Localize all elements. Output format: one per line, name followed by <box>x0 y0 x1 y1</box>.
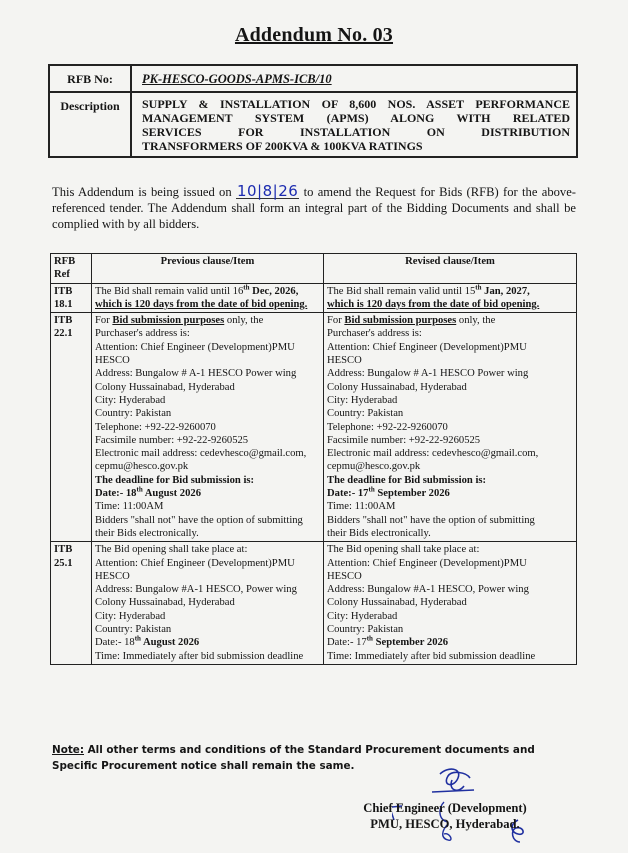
text: which is 120 days from the date of bid opening. <box>95 298 308 310</box>
description-line: SUPPLY & INSTALLATION OF 8,600 NOS. ASSET PERFORMANCE <box>142 97 570 111</box>
text: Date:- 18 <box>95 488 137 500</box>
text: Address: Bungalow # A-1 HESCO Power wing <box>327 368 529 380</box>
text: Country: Pakistan <box>95 624 172 636</box>
text: Facsimile number: +92-22-9260525 <box>95 434 249 446</box>
text: Time: 11:00AM <box>95 501 164 513</box>
text: Electronic mail address: cedevhesco@gmail.com, <box>95 448 307 460</box>
signatory-title: Chief Engineer (Development) <box>363 801 527 815</box>
text: For <box>327 315 345 327</box>
previous-cell <box>92 313 324 542</box>
text: Purchaser's address is: <box>95 328 190 340</box>
text: Bid submission purposes <box>112 315 225 327</box>
text: which is 120 days from the date of bid opening. <box>327 298 540 310</box>
text: Attention: Chief Engineer (Development)PMU <box>95 341 295 353</box>
text: Facsimile number: +92-22-9260525 <box>327 434 481 446</box>
note-label: Note: <box>52 744 85 756</box>
note-text: All other terms and conditions of the Standard Procurement documents and Specific Procurement notice shall remain the same. <box>52 744 535 772</box>
text: Time: 11:00AM <box>327 501 396 513</box>
description-line: MANAGEMENT SYSTEM (APMS) ALONG WITH RELATED <box>142 111 570 125</box>
description-text <box>131 92 577 157</box>
text: Time: Immediately after bid submission deadline <box>95 650 304 662</box>
text: Electronic mail address: cedevhesco@gmail.com, <box>327 448 539 460</box>
text: HESCO <box>95 570 130 582</box>
ref-cell: ITB 22.1 <box>51 313 92 542</box>
text: August 2026 <box>140 637 200 649</box>
intro-text-before: This Addendum is being issued on <box>52 185 232 199</box>
text: The Bid shall remain valid until 15 <box>327 285 476 297</box>
text: Time: Immediately after bid submission deadline <box>327 650 536 662</box>
text: September 2026 <box>374 488 450 500</box>
text: HESCO <box>327 570 362 582</box>
text: Address: Bungalow #A-1 HESCO, Power wing <box>95 584 297 596</box>
text: HESCO <box>95 355 130 367</box>
text: Country: Pakistan <box>327 408 404 420</box>
text: The Bid opening shall take place at: <box>327 544 480 556</box>
text: For <box>95 315 113 327</box>
col-header-previous: Previous clause/Item <box>92 254 324 284</box>
text: City: Hyderabad <box>327 610 398 622</box>
table-row <box>51 283 577 313</box>
text: their Bids electronically. <box>327 527 431 539</box>
superscript: th <box>368 485 375 494</box>
col-header-revised: Revised clause/Item <box>324 254 577 284</box>
superscript: th <box>134 634 141 643</box>
text: Address: Bungalow # A-1 HESCO Power wing <box>95 368 297 380</box>
text: Address: Bungalow #A-1 HESCO, Power wing <box>327 584 529 596</box>
table-header-row <box>51 254 577 284</box>
text: only, the <box>456 315 496 327</box>
text: Attention: Chief Engineer (Development)PMU <box>327 341 527 353</box>
text: Telephone: +92-22-9260070 <box>95 421 216 433</box>
table-row <box>51 542 577 665</box>
col-header-ref: RFB Ref <box>51 254 92 284</box>
revised-cell <box>324 313 577 542</box>
rfb-row <box>49 65 577 92</box>
superscript: th <box>136 485 143 494</box>
amendment-table <box>50 253 577 665</box>
previous-cell <box>92 283 324 313</box>
text: Colony Hussainabad, Hyderabad <box>327 597 467 609</box>
rfb-number: PK-HESCO-GOODS-APMS-ICB/10 <box>131 65 577 92</box>
superscript: th <box>475 283 482 292</box>
ref-cell: ITB 18.1 <box>51 283 92 313</box>
superscript: th <box>366 634 373 643</box>
text: Bidders "shall not" have the option of submitting <box>327 514 535 526</box>
text: Country: Pakistan <box>327 624 404 636</box>
intro-paragraph <box>52 184 576 232</box>
revised-cell <box>324 283 577 313</box>
text: Country: Pakistan <box>95 408 172 420</box>
text: September 2026 <box>372 637 449 649</box>
rfb-label: RFB No: <box>49 65 131 92</box>
text: Attention: Chief Engineer (Development)PMU <box>95 557 295 569</box>
text: Jan, 2027, <box>481 285 530 297</box>
text: Colony Hussainabad, Hyderabad <box>327 381 467 393</box>
text: City: Hyderabad <box>327 394 398 406</box>
text: City: Hyderabad <box>95 610 166 622</box>
description-row <box>49 92 577 157</box>
text: Colony Hussainabad, Hyderabad <box>95 597 235 609</box>
text: Attention: Chief Engineer (Development)PMU <box>327 557 527 569</box>
text: Purchaser's address is: <box>327 328 422 340</box>
description-line: TRANSFORMERS OF 200KVA & 100KVA RATINGS <box>142 139 423 153</box>
text: Date:- 18 <box>95 637 135 649</box>
table-row <box>51 313 577 542</box>
description-line: SERVICES FOR INSTALLATION ON DISTRIBUTION <box>142 125 570 139</box>
superscript: th <box>243 283 250 292</box>
text: The Bid opening shall take place at: <box>95 544 248 556</box>
text: Bidders "shall not" have the option of submitting <box>95 514 303 526</box>
intro-text-after: to amend the Request for Bids (RFB) for the above-referenced tender. The Addendum shall form an integral part of the Bidding Documents and shall be complied with by all bidders. <box>52 185 576 231</box>
revised-cell <box>324 542 577 665</box>
page-title: Addendum No. 03 <box>234 24 394 46</box>
handwritten-date: 10|8|26 <box>236 182 299 200</box>
text: HESCO <box>327 355 362 367</box>
signatory-office: PMU, HESCO, Hyderabad. <box>370 817 520 831</box>
text: August 2026 <box>142 488 201 500</box>
text: The Bid shall remain valid until 16 <box>95 285 244 297</box>
text: Colony Hussainabad, Hyderabad <box>95 381 235 393</box>
text: only, the <box>224 315 264 327</box>
signature-block <box>360 800 530 832</box>
text: The deadline for Bid submission is: <box>95 474 255 486</box>
previous-cell <box>92 542 324 665</box>
text: Dec, 2026, <box>249 285 299 297</box>
description-label: Description <box>49 92 131 157</box>
ref-cell: ITB 25.1 <box>51 542 92 665</box>
text: Telephone: +92-22-9260070 <box>327 421 448 433</box>
rfb-header-table <box>48 64 578 158</box>
text: their Bids electronically. <box>95 527 199 539</box>
text: Date:- 17 <box>327 637 367 649</box>
text: Date:- 17 <box>327 488 369 500</box>
text: Bid submission purposes <box>344 315 457 327</box>
text: City: Hyderabad <box>95 394 166 406</box>
text: The deadline for Bid submission is: <box>327 474 487 486</box>
text: cepmu@hesco.gov.pk <box>95 461 189 473</box>
text: cepmu@hesco.gov.pk <box>327 461 421 473</box>
